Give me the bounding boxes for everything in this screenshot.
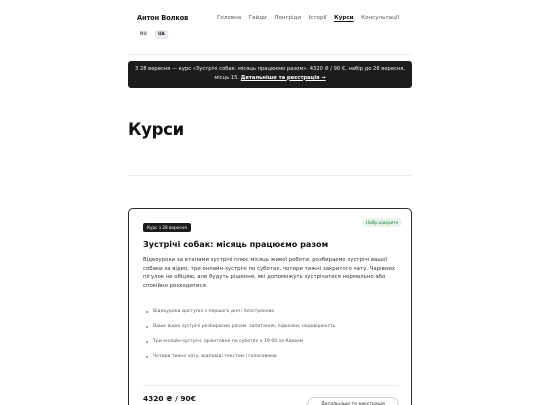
course-price: 4320 ₴ / 90€ bbox=[143, 394, 196, 403]
site-header bbox=[128, 0, 412, 55]
course-features-list bbox=[143, 307, 401, 367]
banner-text: З 28 вересня — курс «Зустрічі собак: місяць працюємо разом». 4320 ₴ / 90 €, набір до 26 вересня, місць 15. bbox=[134, 66, 406, 81]
course-start-badge: Курс з 28 вересня bbox=[143, 223, 191, 232]
nav-item-guides[interactable]: Гайди bbox=[248, 15, 267, 21]
course-card bbox=[128, 208, 412, 405]
course-description: Відеоуроки за етапами зустрічі плюс місяць живої роботи: розбираємо зустрічі вашої собаки за відео, три онлайн-зустрічі по суботах, чотири тижні закритого чату. Чарівних пігулок не обіцяю, але будуть рішення, які допоможуть зустрічатися нормально або спокійно розходитися. bbox=[143, 257, 396, 289]
card-divider bbox=[143, 385, 399, 386]
list-item: Три онлайн-зустрічі, орієнтовно по суботах о 19:00 за Києвом bbox=[143, 337, 401, 352]
page-title: Курси bbox=[128, 120, 184, 139]
register-button[interactable]: Детальніше та реєстрація bbox=[307, 397, 399, 405]
course-title: Зустрічі собак: місяць працюємо разом bbox=[143, 239, 329, 249]
section-divider bbox=[128, 175, 412, 176]
nav-item-longreads[interactable]: Лонгріди bbox=[274, 15, 302, 21]
banner-register-link[interactable]: Детальніше та реєстрація → bbox=[240, 74, 326, 81]
brand-logo[interactable]: Антон Волков bbox=[137, 14, 189, 22]
language-switcher bbox=[137, 30, 168, 39]
main-nav bbox=[217, 15, 399, 21]
lang-ru-button[interactable]: RU bbox=[140, 32, 147, 37]
lang-ua-button[interactable]: UA bbox=[155, 30, 168, 39]
nav-item-consultations[interactable]: Консультації bbox=[361, 15, 400, 21]
announcement-banner bbox=[128, 61, 412, 88]
enrollment-status-badge: Набір відкрито bbox=[362, 218, 402, 227]
list-item: Чотири тижні чату, відповіді текстом і голосовими bbox=[143, 352, 401, 367]
nav-item-stories[interactable]: Історії bbox=[308, 15, 327, 21]
list-item: Відеоуроки доступні з першого дня і безстроково bbox=[143, 307, 401, 322]
list-item: Ваше відео зустрічі розбираємо разом: запитання, підказки, недовіреність bbox=[143, 322, 401, 337]
nav-item-home[interactable]: Головна bbox=[217, 15, 242, 21]
nav-item-courses[interactable]: Курси bbox=[334, 15, 354, 21]
